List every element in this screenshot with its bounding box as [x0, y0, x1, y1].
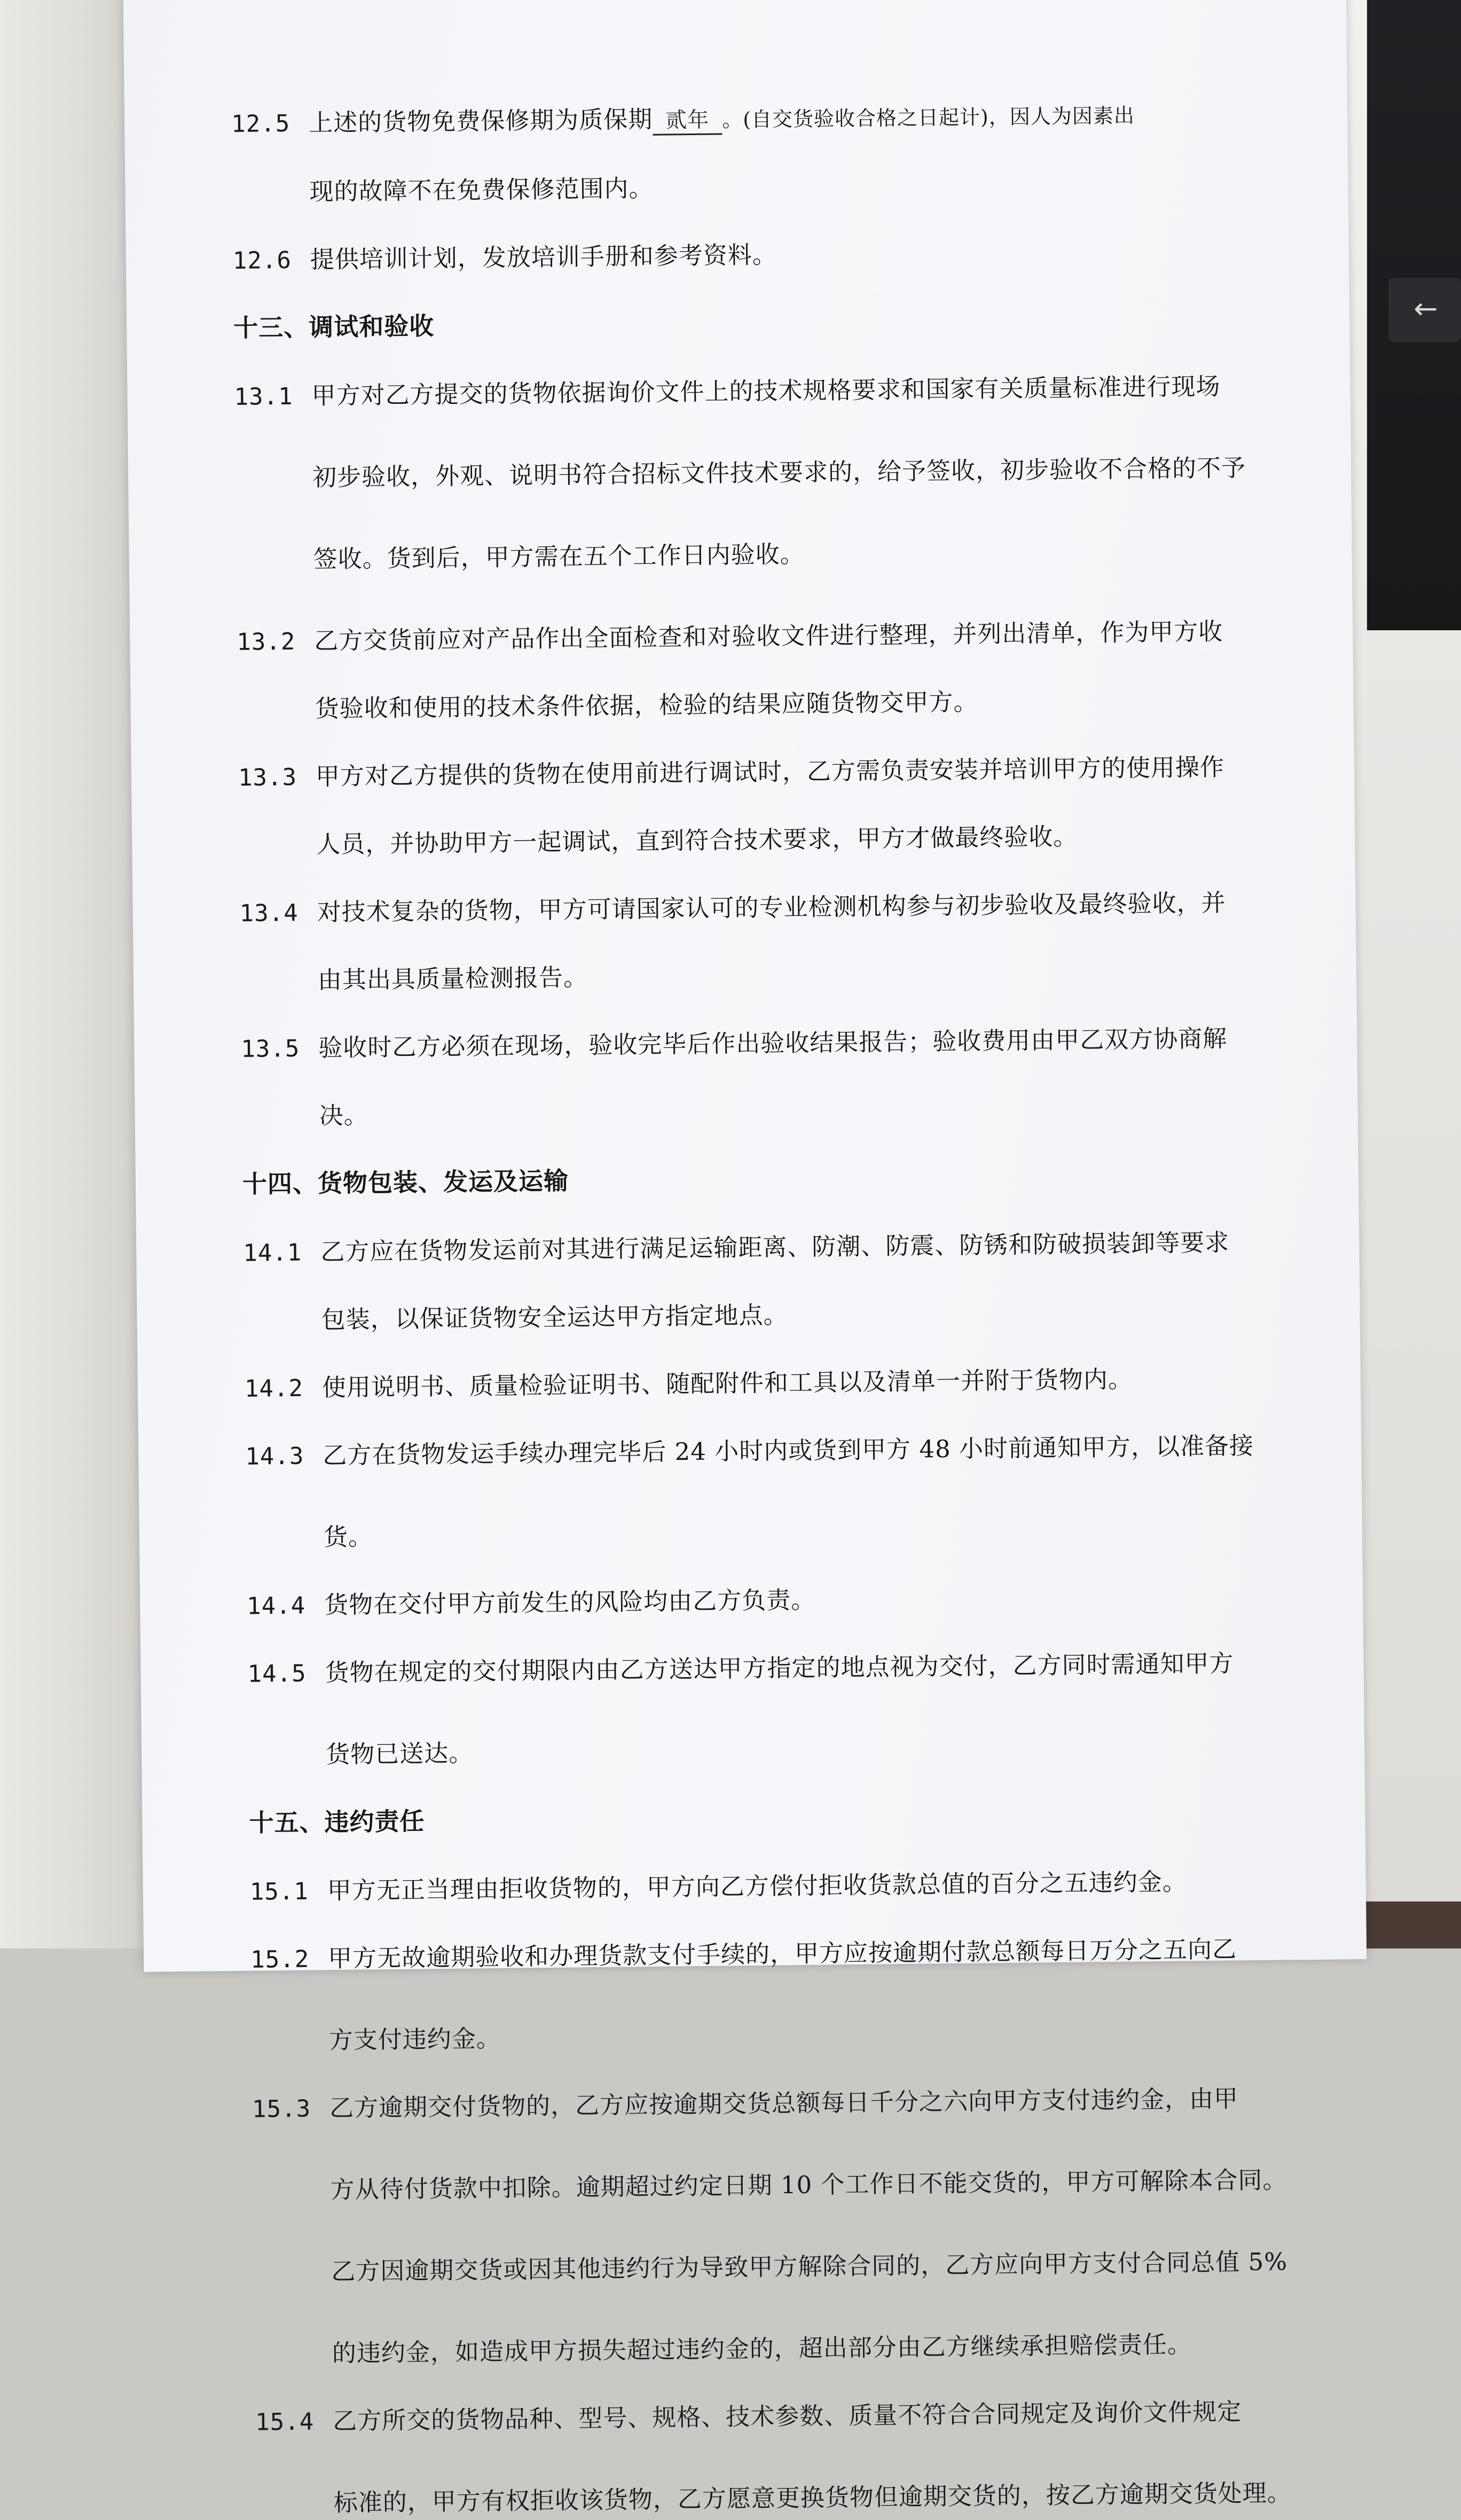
clause-text: 乙方因逾期交货或因其他违约行为导致甲方解除合同的，乙方应向甲方支付合同总值 5% [331, 2247, 1288, 2286]
clause-text: 上述的货物免费保修期为质保期 [308, 105, 653, 137]
section-heading-14: 十四、货物包装、发运及运输 [242, 1166, 569, 1199]
clause-number: 13.1 [234, 382, 293, 411]
clause-text: 验收时乙方必须在现场，验收完毕后作出验收结果报告；验收费用由甲乙双方协商解 [318, 1024, 1228, 1062]
clause-text: 使用说明书、质量检验证明书、随配附件和工具以及清单一并附于货物内。 [321, 1365, 1133, 1402]
clause-number: 12.6 [232, 246, 292, 275]
clause-text: 甲方无正当理由拒收货物的，甲方向乙方偿付拒收货款总值的百分之五违约金。 [327, 1867, 1188, 1905]
handwritten-entry: 贰年 [653, 103, 722, 135]
contract-text [231, 92, 1356, 2518]
clause-number: 15.3 [252, 2095, 311, 2123]
clause-number: 14.5 [247, 1660, 307, 1688]
clause-text: 标准的，甲方有权拒收该货物，乙方愿意更换货物但逾期交货的，按乙方逾期交货处理。 [333, 2478, 1292, 2517]
contract-page [123, 0, 1367, 2517]
clause-text: 货验收和使用的技术条件依据，检验的结果应随货物交甲方。 [315, 687, 978, 723]
clause-text: 提供培训计划，发放培训手册和参考资料。 [310, 240, 777, 274]
clause-text: 签收。货到后，甲方需在五个工作日内验收。 [313, 539, 805, 574]
clause-number: 13.2 [237, 628, 296, 656]
clause-number: 13.5 [241, 1035, 300, 1063]
clause-text: 包装，以保证货物安全运达甲方指定地点。 [321, 1301, 788, 1334]
clause-number: 15.4 [255, 2408, 315, 2436]
clause-text: 由其出具质量检测报告。 [317, 963, 588, 995]
clause-text: 方从待付货款中扣除。逾期超过约定日期 10 个工作日不能交货的，甲方可解除本合同。 [330, 2165, 1287, 2204]
clause-text: 货物在规定的交付期限内由乙方送达甲方指定的地点视为交付，乙方同时需通知甲方 [325, 1649, 1234, 1687]
clause-text: 甲方对乙方提供的货物在使用前进行调试时，乙方需负责安装并培训甲方的使用操作 [315, 753, 1225, 791]
clause-number: 13.3 [238, 763, 297, 792]
clause-text: 甲方无故逾期验收和办理货款支付手续的，甲方应按逾期付款总额每日万分之五向乙 [327, 1935, 1237, 1973]
section-heading-15: 十五、违约责任 [249, 1806, 425, 1837]
clause-text: 乙方在货物发运手续办理完毕后 24 小时内或货到甲方 48 小时前通知甲方，以准备接 [323, 1431, 1254, 1470]
clause-number: 14.3 [245, 1442, 304, 1470]
clause-number: 15.2 [250, 1945, 310, 1974]
clause-text: 现的故障不在免费保修范围内。 [309, 174, 654, 206]
clause-number: 14.2 [244, 1374, 304, 1403]
clause-text: 甲方对乙方提交的货物依据询价文件上的技术规格要求和国家有关质量标准进行现场 [311, 372, 1221, 410]
clause-number: 15.1 [249, 1877, 309, 1906]
arrow-left-icon: ← [1413, 292, 1438, 325]
clause-text: 乙方所交的货物品种、型号、规格、技术参数、质量不符合合同规定及询价文件规定 [332, 2397, 1242, 2436]
clause-text: 货物在交付甲方前发生的风险均由乙方负责。 [324, 1585, 816, 1619]
clause-number: 13.4 [239, 899, 299, 927]
clause-text: 乙方交货前应对产品作出全面检查和对验收文件进行整理，并列出清单，作为甲方收 [314, 617, 1223, 655]
section-heading-13: 十三、调试和验收 [233, 311, 435, 342]
clause-text: 货。 [323, 1522, 373, 1552]
clause-text: 初步验收，外观、说明书符合招标文件技术要求的，给予签收，初步验收不合格的不予 [312, 453, 1246, 492]
clause-text: 方支付违约金。 [328, 2024, 501, 2055]
clause-text: 决。 [319, 1101, 368, 1130]
clause-number: 14.1 [243, 1239, 302, 1267]
clause-text: 货物已送达。 [325, 1739, 474, 1769]
clause-number: 12.5 [231, 109, 290, 138]
clause-text: 乙方应在货物发运前对其进行满足运输距离、防潮、防震、防锈和防破损装卸等要求 [320, 1228, 1230, 1266]
clause-text: 乙方逾期交付货物的，乙方应按逾期交货总额每日千分之六向甲方支付违约金，由甲 [329, 2084, 1239, 2123]
clause-text: 。(自交货验收合格之日起计)，因人为因素出 [721, 104, 1135, 132]
clause-text: 人员，并协助甲方一起调试，直到符合技术要求，甲方才做最终验收。 [316, 822, 1078, 859]
clause-text: 的违约金，如造成甲方损失超过违约金的，超出部分由乙方继续承担赔偿责任。 [332, 2330, 1192, 2368]
clause-number: 14.4 [247, 1592, 306, 1620]
clause-text: 对技术复杂的货物，甲方可请国家认可的专业检测机构参与初步验收及最终验收，并 [317, 888, 1226, 927]
